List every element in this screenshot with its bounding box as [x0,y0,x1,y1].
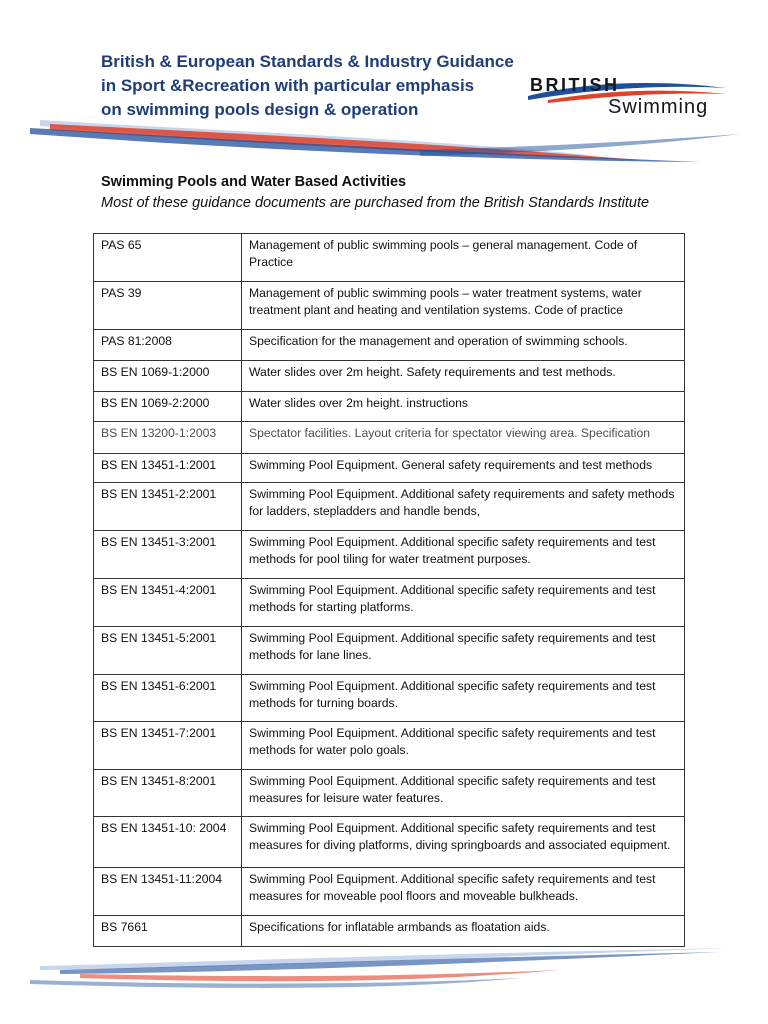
standard-code: BS EN 13451-3:2001 [94,531,242,579]
table-row [94,361,685,392]
standard-code: PAS 81:2008 [94,330,242,361]
table-row [94,579,685,627]
standard-description: Swimming Pool Equipment. General safety requirements and test methods [242,454,685,483]
header-swoosh-icon [0,100,768,170]
standard-description: Specification for the management and operation of swimming schools. [242,330,685,361]
standard-description: Water slides over 2m height. instructions [242,392,685,422]
table-row [94,770,685,817]
standard-description: Swimming Pool Equipment. Additional specific safety requirements and test measures for moveable pool floors and moveable bulkheads. [242,868,685,916]
standard-description: Swimming Pool Equipment. Additional specific safety requirements and test measures for diving platforms, diving springboards and associated equipment. [242,817,685,868]
logo-text-british: BRITISH [530,75,620,95]
section-note: Most of these guidance documents are purchased from the British Standards Institute [101,195,650,211]
standard-code: BS EN 13451-11:2004 [94,868,242,916]
title-line-3: on swimming pools design & operation [101,100,419,119]
standard-description: Swimming Pool Equipment. Additional specific safety requirements and test measures for leisure water features. [242,770,685,817]
standard-description: Swimming Pool Equipment. Additional safety requirements and safety methods for ladders, stepladders and handle bends, [242,483,685,531]
standard-code: BS EN 1069-2:2000 [94,392,242,422]
table-row [94,454,685,483]
standard-description: Management of public swimming pools – general management. Code of Practice [242,234,685,282]
standard-code: BS EN 13451-5:2001 [94,627,242,675]
standard-description: Specifications for inflatable armbands as floatation aids. [242,916,685,947]
standard-code: BS EN 13451-4:2001 [94,579,242,627]
logo-text-swimming: Swimming [608,96,709,118]
table-row [94,234,685,282]
standard-code: PAS 65 [94,234,242,282]
standard-code: BS 7661 [94,916,242,947]
title-line-2: in Sport &Recreation with particular emphasis [101,76,475,95]
standard-description: Spectator facilities. Layout criteria for spectator viewing area. Specification [242,422,685,454]
standard-code: BS EN 13451-7:2001 [94,722,242,770]
table-row [94,722,685,770]
standard-code: BS EN 13451-10: 2004 [94,817,242,868]
title-line-1: British & European Standards & Industry Guidance [101,52,514,71]
standard-description: Swimming Pool Equipment. Additional specific safety requirements and test methods for starting platforms. [242,579,685,627]
standard-code: BS EN 13451-1:2001 [94,454,242,483]
standard-code: BS EN 13451-8:2001 [94,770,242,817]
table-row [94,483,685,531]
table-row [94,868,685,916]
standard-description: Management of public swimming pools – water treatment systems, water treatment plant and heating and ventilation systems. Code of practice [242,282,685,330]
table-row [94,422,685,454]
footer-swoosh-icon [0,936,768,996]
table-row [94,627,685,675]
standard-description: Swimming Pool Equipment. Additional specific safety requirements and test methods for turning boards. [242,675,685,722]
standard-code: BS EN 1069-1:2000 [94,361,242,392]
standard-description: Water slides over 2m height. Safety requirements and test methods. [242,361,685,392]
standard-code: BS EN 13451-6:2001 [94,675,242,722]
table-row [94,392,685,422]
standard-description: Swimming Pool Equipment. Additional specific safety requirements and test methods for pool tiling for water treatment purposes. [242,531,685,579]
standard-code: PAS 39 [94,282,242,330]
table-row [94,282,685,330]
table-row [94,330,685,361]
standard-code: BS EN 13451-2:2001 [94,483,242,531]
standards-table [93,233,685,947]
standard-code: BS EN 13200-1:2003 [94,422,242,454]
standard-description: Swimming Pool Equipment. Additional specific safety requirements and test methods for lane lines. [242,627,685,675]
table-row [94,817,685,868]
table-row [94,675,685,722]
standard-description: Swimming Pool Equipment. Additional specific safety requirements and test methods for water polo goals. [242,722,685,770]
table-row [94,531,685,579]
section-heading: Swimming Pools and Water Based Activities [101,174,407,190]
